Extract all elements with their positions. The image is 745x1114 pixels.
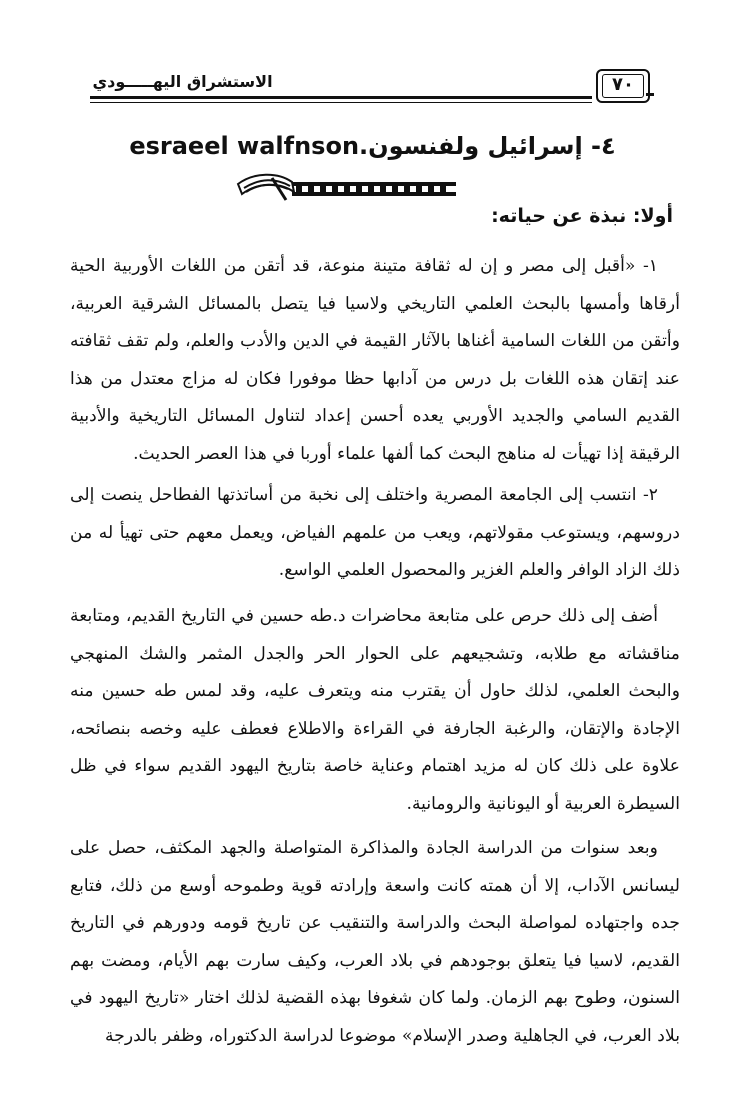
paragraph-text: ١- «أقبل إلى مصر و إن له ثقافة متينة منوعة، قد أتقن من اللغات الأوربية الحية أرقاها وأمسها بالبحث العلمي التاريخي ولاسيا فيا يتصل بالمسائل الشرقية العربية، وأتقن من اللغات السامية أغناها بالآثار القيمة في الدين والأدب والعلم، ولم تقف ثقافته عند إتقان هذه اللغات بل درس من آدابها حظا موفورا فكان له مزاج معتدل من هذا القديم السامي والجديد الأوربي يعده أحسن إعداد لتناول المسائل التاريخية والأدبية الرقيقة إذا تهيأت له مناهج البحث كما ألفها علماء أوربا في هذا العصر الحديث. (70, 256, 680, 464)
running-header (0, 60, 745, 108)
section-heading: ٤- إسرائيل ولفنسون.esraeel walfnson (129, 132, 616, 160)
subheading: أولا: نبذة عن حياته: (491, 205, 673, 227)
header-rule (90, 96, 592, 99)
paragraph-4 (70, 830, 680, 1055)
running-title: الاستشراق اليهـــــودي (92, 72, 273, 91)
paragraph-3 (70, 598, 680, 823)
header-rule-thin (90, 102, 592, 103)
paragraph-text: ٢- انتسب إلى الجامعة المصرية واختلف إلى نخبة من أساتذتها الفطاحل ينصت إلى دروسهم، ويستوعب مقولاتهم، ويعب من علمهم الفياض، ويعمل معهم حتى تهيأ له من ذلك الزاد الوافر والعلم الغزير والمحصول العلمي الواسع. (70, 485, 680, 580)
page-number: ٧٠ (612, 74, 634, 95)
page-number-frame (596, 69, 650, 103)
paragraph-1 (70, 248, 680, 473)
paragraph-text: وبعد سنوات من الدراسة الجادة والمذاكرة المتواصلة والجهد المكثف، حصل على ليسانس الآداب، إلا أن همته كانت واسعة وإرادته قوية وطموحه أوسع من ذلك، فتابع جده واجتهاده لمواصلة البحث والدراسة والتنقيب عن تاريخ قومه ودورهم في التاريخ القديم، لاسيا فيا يتعلق بوجودهم في بلاد العرب، وكيف سارت بهم الأيام، ومضت بهم السنون، وطوح بهم الزمان. ولما كان شغوفا بهذه القضية لذلك اختار «تاريخ اليهود في بلاد العرب، في الجاهلية وصدر الإسلام» موضوعا لدراسة الدكتوراه، وظفر بالدرجة (70, 838, 680, 1046)
quill-ornament-icon (232, 170, 462, 206)
paragraph-2 (70, 477, 680, 590)
paragraph-text: أضف إلى ذلك حرص على متابعة محاضرات د.طه حسين في التاريخ القديم، ومتابعة مناقشاته مع طلابه، وتشجيعهم على الحوار الحر والجدل المثمر والشك المنهجي والبحث العلمي، لذلك حاول أن يقترب منه ويتعرف عليه، وقد لمس طه حسين منه الإجادة والإتقان، والرغبة الجارفة في القراءة والاطلاع فعطف عليه وخصه بنصائحه، علاوة على ذلك كان له مزيد اهتمام وعناية خاصة بتاريخ اليهود القديم سواء في ظل السيطرة العربية أو اليونانية والرومانية. (70, 606, 680, 814)
